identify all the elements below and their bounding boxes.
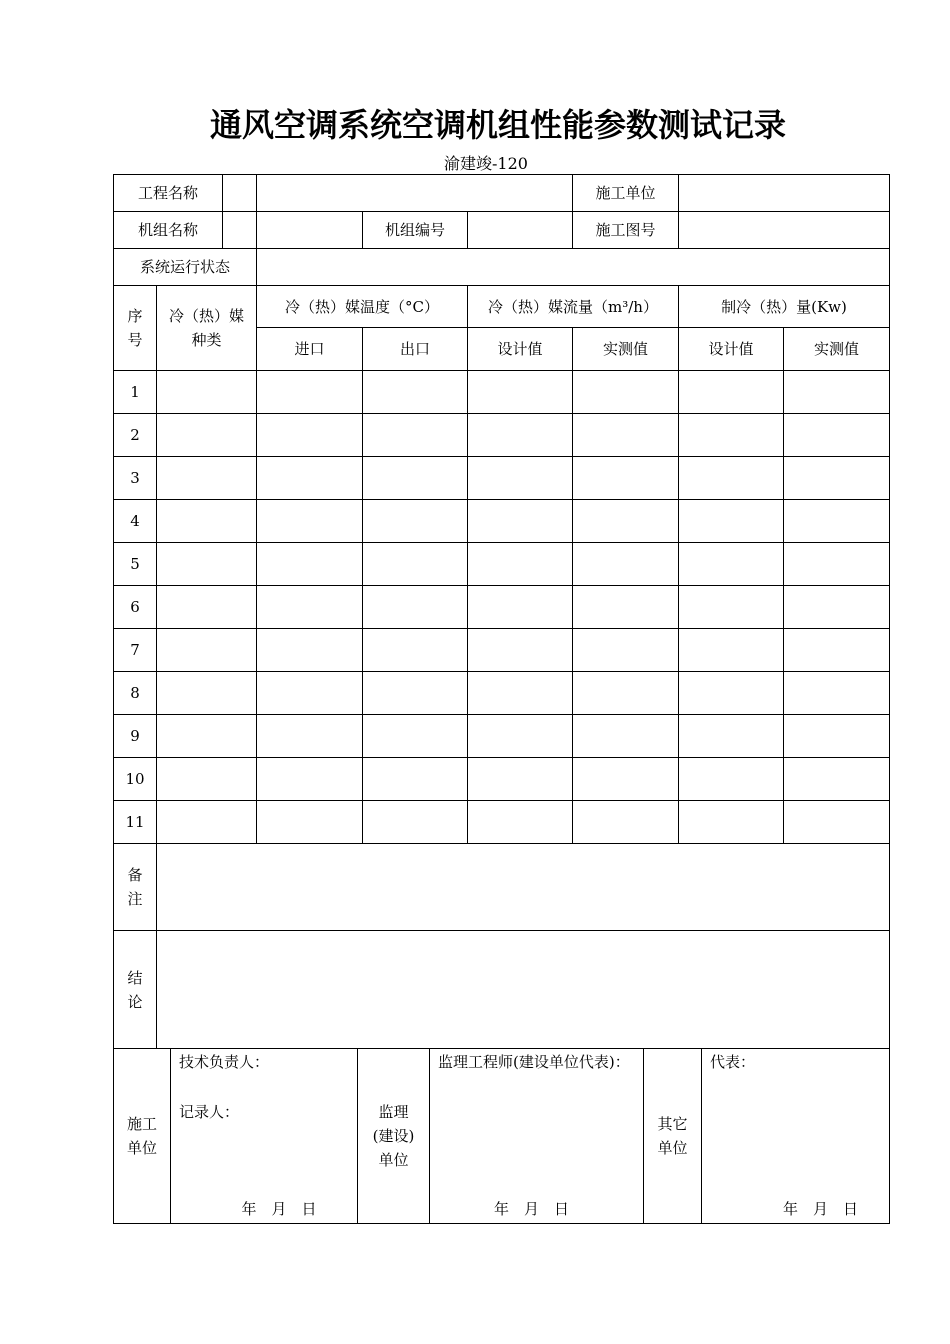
data-cell[interactable] — [157, 672, 257, 715]
data-cell[interactable] — [157, 586, 257, 629]
flow-measured-header: 实测值 — [573, 328, 679, 371]
data-cell[interactable] — [468, 457, 573, 500]
project-row — [114, 175, 890, 212]
data-cell[interactable] — [363, 457, 468, 500]
data-cell[interactable] — [468, 758, 573, 801]
conclusion-row — [114, 931, 890, 1049]
data-cell[interactable] — [573, 457, 679, 500]
unit-row — [114, 212, 890, 249]
drawing-number-label: 施工图号 — [573, 212, 679, 249]
data-cell[interactable] — [784, 500, 890, 543]
row-number: 11 — [114, 801, 157, 844]
data-cell[interactable] — [573, 543, 679, 586]
construction-unit-sign-label — [114, 1049, 171, 1224]
data-cell[interactable] — [468, 629, 573, 672]
capacity-measured-header: 实测值 — [784, 328, 890, 371]
data-cell[interactable] — [363, 629, 468, 672]
remarks-label — [114, 844, 157, 931]
row-number: 10 — [114, 758, 157, 801]
data-cell[interactable] — [468, 801, 573, 844]
table-row — [114, 715, 890, 758]
data-cell[interactable] — [679, 500, 784, 543]
medium-type-header-bottom: 种类 — [191, 331, 222, 349]
project-name-field[interactable] — [223, 175, 257, 211]
data-cell[interactable] — [679, 758, 784, 801]
data-cell[interactable] — [363, 758, 468, 801]
data-cell[interactable] — [363, 543, 468, 586]
status-row — [114, 249, 890, 286]
table-row — [114, 414, 890, 457]
remarks-row — [114, 844, 890, 931]
data-cell[interactable] — [257, 543, 363, 586]
data-cell[interactable] — [784, 371, 890, 414]
table-row — [114, 586, 890, 629]
flow-group-header: 冷（热）媒流量（m³/h） — [468, 286, 679, 328]
data-cell[interactable] — [363, 586, 468, 629]
signature-table — [113, 1049, 890, 1224]
data-cell[interactable] — [363, 414, 468, 457]
data-cell[interactable] — [468, 414, 573, 457]
data-cell[interactable] — [363, 672, 468, 715]
column-group-row — [114, 286, 890, 328]
table-row — [114, 500, 890, 543]
row-number: 3 — [114, 457, 157, 500]
data-cell[interactable] — [257, 715, 363, 758]
data-cell[interactable] — [679, 629, 784, 672]
construction-unit-label: 施工单位 — [573, 175, 679, 212]
record-table — [113, 174, 890, 1049]
remarks-label-top: 备 — [127, 866, 143, 884]
data-cell[interactable] — [679, 672, 784, 715]
data-cell[interactable] — [573, 586, 679, 629]
drawing-number-field[interactable] — [679, 212, 890, 249]
data-cell[interactable] — [784, 543, 890, 586]
row-number: 8 — [114, 672, 157, 715]
data-cell[interactable] — [784, 672, 890, 715]
data-cell[interactable] — [257, 586, 363, 629]
remarks-field[interactable] — [157, 844, 890, 931]
project-name-field-ext[interactable] — [257, 175, 573, 212]
signature-row — [114, 1049, 890, 1224]
other-sign-label-1: 其它 — [657, 1115, 688, 1133]
system-status-field[interactable] — [257, 249, 890, 286]
construction-sign-label-2: 单位 — [126, 1139, 157, 1157]
data-cell[interactable] — [257, 414, 363, 457]
supervision-unit-sign-label — [358, 1049, 430, 1224]
data-cell[interactable] — [784, 629, 890, 672]
data-cell[interactable] — [679, 543, 784, 586]
outlet-header: 出口 — [363, 328, 468, 371]
other-date: 年 月 日 — [782, 1200, 858, 1218]
table-row — [114, 758, 890, 801]
data-cell[interactable] — [257, 500, 363, 543]
data-cell[interactable] — [679, 715, 784, 758]
medium-type-header — [157, 286, 257, 371]
data-cell[interactable] — [679, 414, 784, 457]
row-number: 5 — [114, 543, 157, 586]
unit-name-label: 机组名称 — [114, 212, 223, 248]
table-row — [114, 371, 890, 414]
data-cell[interactable] — [257, 371, 363, 414]
conclusion-label-top: 结 — [127, 968, 143, 987]
table-row — [114, 457, 890, 500]
data-cell[interactable] — [363, 500, 468, 543]
data-cell[interactable] — [573, 371, 679, 414]
data-cell[interactable] — [468, 371, 573, 414]
table-row — [114, 629, 890, 672]
data-cell[interactable] — [157, 758, 257, 801]
data-cell[interactable] — [468, 543, 573, 586]
row-number: 9 — [114, 715, 157, 758]
unit-number-field[interactable] — [468, 212, 573, 249]
capacity-design-header: 设计值 — [679, 328, 784, 371]
data-cell[interactable] — [679, 801, 784, 844]
data-cell[interactable] — [784, 715, 890, 758]
row-number: 6 — [114, 586, 157, 629]
other-sign-area[interactable] — [702, 1049, 890, 1224]
row-number: 4 — [114, 500, 157, 543]
unit-name-field[interactable] — [223, 212, 257, 248]
row-number: 1 — [114, 371, 157, 414]
data-cell[interactable] — [157, 801, 257, 844]
temperature-group-header: 冷（热）媒温度（°C） — [257, 286, 468, 328]
data-cell[interactable] — [468, 500, 573, 543]
seq-header-bottom: 号 — [127, 331, 143, 349]
data-cell[interactable] — [257, 457, 363, 500]
remarks-label-bottom: 注 — [127, 890, 143, 908]
data-cell[interactable] — [363, 715, 468, 758]
data-cell[interactable] — [468, 715, 573, 758]
conclusion-field[interactable] — [157, 931, 890, 1049]
capacity-group-header: 制冷（热）量(Kw) — [679, 286, 890, 328]
data-cell[interactable] — [257, 801, 363, 844]
data-cell[interactable] — [157, 629, 257, 672]
data-cell[interactable] — [573, 758, 679, 801]
data-cell[interactable] — [468, 672, 573, 715]
table-row — [114, 801, 890, 844]
supervision-date: 年 月 日 — [493, 1200, 569, 1218]
unit-number-label: 机组编号 — [363, 212, 468, 249]
construction-sign-area[interactable] — [171, 1049, 358, 1224]
data-cell[interactable] — [157, 457, 257, 500]
construction-unit-field[interactable] — [679, 175, 890, 212]
data-cell[interactable] — [784, 758, 890, 801]
inlet-header: 进口 — [257, 328, 363, 371]
supervisor-label: 监理工程师(建设单位代表)： — [438, 1053, 630, 1071]
tech-lead-label: 技术负责人： — [179, 1053, 270, 1071]
flow-design-header: 设计值 — [468, 328, 573, 371]
data-cell[interactable] — [784, 457, 890, 500]
conclusion-label-bottom: 论 — [127, 992, 143, 1011]
data-cell[interactable] — [257, 672, 363, 715]
medium-type-header-top: 冷（热）媒 — [168, 307, 244, 325]
data-cell[interactable] — [784, 414, 890, 457]
supervision-sign-area[interactable] — [430, 1049, 644, 1224]
data-cell[interactable] — [157, 414, 257, 457]
seq-header — [114, 286, 157, 371]
seq-header-top: 序 — [127, 307, 143, 325]
data-cell[interactable] — [573, 672, 679, 715]
data-cell[interactable] — [157, 500, 257, 543]
row-number: 2 — [114, 414, 157, 457]
unit-name-field-ext[interactable] — [257, 212, 363, 249]
representative-label: 代表： — [710, 1053, 756, 1071]
page-title: 通风空调系统空调机组性能参数测试记录 — [209, 106, 786, 144]
data-cell[interactable] — [573, 801, 679, 844]
data-cell[interactable] — [573, 715, 679, 758]
supervision-sign-label-3: 单位 — [378, 1151, 409, 1169]
data-cell[interactable] — [784, 586, 890, 629]
data-cell[interactable] — [573, 500, 679, 543]
other-unit-sign-label — [644, 1049, 702, 1224]
table-row — [114, 672, 890, 715]
data-cell[interactable] — [257, 758, 363, 801]
table-row — [114, 543, 890, 586]
data-cell[interactable] — [573, 629, 679, 672]
row-number: 7 — [114, 629, 157, 672]
data-cell[interactable] — [784, 801, 890, 844]
conclusion-label — [114, 931, 157, 1049]
form-code: 渝建竣-120 — [444, 154, 528, 173]
data-cell[interactable] — [157, 715, 257, 758]
data-cell[interactable] — [363, 801, 468, 844]
project-name-label: 工程名称 — [114, 175, 223, 211]
data-cell[interactable] — [363, 371, 468, 414]
data-cell[interactable] — [573, 414, 679, 457]
data-cell[interactable] — [157, 543, 257, 586]
data-cell[interactable] — [157, 371, 257, 414]
data-cell[interactable] — [257, 629, 363, 672]
other-sign-label-2: 单位 — [657, 1139, 688, 1157]
recorder-label: 记录人： — [179, 1103, 240, 1121]
system-status-label: 系统运行状态 — [114, 249, 257, 286]
data-cell[interactable] — [679, 457, 784, 500]
supervision-sign-label-2: (建设) — [372, 1127, 415, 1145]
construction-date: 年 月 日 — [241, 1200, 317, 1218]
supervision-sign-label-1: 监理 — [378, 1103, 409, 1121]
data-cell[interactable] — [679, 371, 784, 414]
data-cell[interactable] — [468, 586, 573, 629]
data-cell[interactable] — [679, 586, 784, 629]
construction-sign-label-1: 施工 — [126, 1115, 157, 1133]
record-form — [113, 174, 889, 1224]
